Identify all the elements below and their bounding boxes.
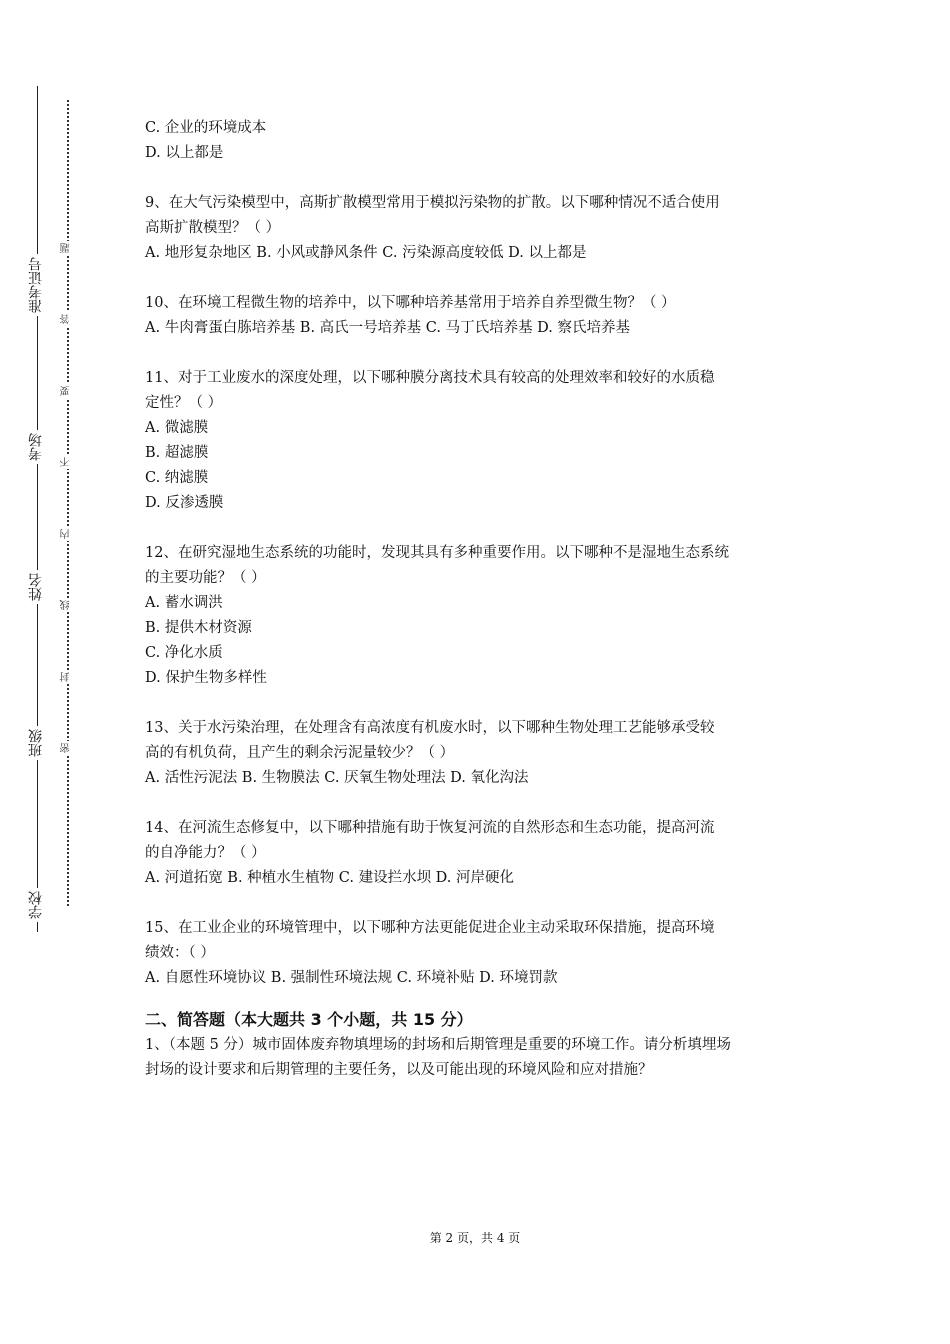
section-2-title: 二、简答题（本大题共 3 个小题，共 15 分） xyxy=(145,1010,473,1029)
option: A. 微滤膜 xyxy=(145,420,209,436)
question-12 xyxy=(145,541,815,691)
question-stem: 1、（本题 5 分）城市固体废弃物填埋场的封场和后期管理是重要的环境工作。请分析填埋场 xyxy=(145,1037,731,1053)
question-stem: 高的有机负荷，且产生的剩余污泥量较少？（ ） xyxy=(145,745,455,761)
seal-word: 答 xyxy=(58,312,76,326)
question-10 xyxy=(145,291,815,341)
exam-id-label: 准考证号 xyxy=(24,254,48,316)
seal-word: 不 xyxy=(58,455,76,469)
question-stem: 定性？（ ） xyxy=(145,395,223,411)
option: B. 提供木材资源 xyxy=(145,620,252,636)
question-stem: 绩效：（ ） xyxy=(145,945,215,961)
question-stem: 9、在大气污染模型中，高斯扩散模型常用于模拟污染物的扩散。以下哪种情况不适合使用 xyxy=(145,195,720,211)
question-stem: 14、在河流生态修复中，以下哪种措施有助于恢复河流的自然形态和生态功能，提高河流 xyxy=(145,820,715,836)
option: C. 纳滤膜 xyxy=(145,470,209,486)
question-14 xyxy=(145,816,815,891)
option: D. 反渗透膜 xyxy=(145,495,224,511)
option: C. 净化水质 xyxy=(145,645,223,661)
seal-word: 封 xyxy=(58,670,76,684)
question-9 xyxy=(145,191,815,266)
option: D. 保护生物多样性 xyxy=(145,670,267,686)
binding-margin xyxy=(0,0,100,1344)
question-stem: 12、在研究湿地生态系统的功能时，发现其具有多种重要作用。以下哪种不是湿地生态系统 xyxy=(145,545,729,561)
question-stem: 高斯扩散模型？（ ） xyxy=(145,220,281,236)
question-stem: 13、关于水污染治理，在处理含有高浓度有机废水时，以下哪种生物处理工艺能够承受较 xyxy=(145,720,715,736)
question-8-tail xyxy=(145,116,815,166)
question-stem: 封场的设计要求和后期管理的主要任务，以及可能出现的环境风险和应对措施？ xyxy=(145,1062,653,1078)
option: A. 活性污泥法 B. 生物膜法 C. 厌氧生物处理法 D. 氧化沟法 xyxy=(145,770,529,786)
option: C. 企业的环境成本 xyxy=(145,120,267,136)
short-answer-question-1 xyxy=(145,1033,815,1083)
seal-dotted-line xyxy=(67,100,69,906)
school-label: 学校 xyxy=(24,888,48,922)
option: A. 河道拓宽 B. 种植水生植物 C. 建设拦水坝 D. 河岸硬化 xyxy=(145,870,515,886)
question-stem: 10、在环境工程微生物的培养中，以下哪种培养基常用于培养自养型微生物？（ ） xyxy=(145,295,676,311)
question-stem: 11、对于工业废水的深度处理，以下哪种膜分离技术具有较高的处理效率和较好的水质稳 xyxy=(145,370,715,386)
question-stem: 15、在工业企业的环境管理中，以下哪种方法更能促进企业主动采取环保措施，提高环境 xyxy=(145,920,715,936)
student-name-label: 姓名 xyxy=(24,570,48,604)
seal-word: 内 xyxy=(58,527,76,541)
option: B. 超滤膜 xyxy=(145,445,209,461)
seal-word: 要 xyxy=(58,384,76,398)
page-number: 第 2 页，共 4 页 xyxy=(429,1231,521,1245)
question-11 xyxy=(145,366,815,516)
seal-word: 题 xyxy=(58,241,76,255)
option: A. 自愿性环境协议 B. 强制性环境法规 C. 环境补贴 D. 环境罚款 xyxy=(145,970,558,986)
option: A. 牛肉膏蛋白胨培养基 B. 高氏一号培养基 C. 马丁氏培养基 D. 察氏培养基 xyxy=(145,320,631,336)
binding-solid-line xyxy=(37,86,38,932)
seal-word: 密 xyxy=(58,741,76,755)
seal-word: 线 xyxy=(58,598,76,612)
class-label: 班级 xyxy=(24,726,48,760)
option: A. 地形复杂地区 B. 小风或静风条件 C. 污染源高度较低 D. 以上都是 xyxy=(145,245,587,261)
exam-content xyxy=(145,116,815,1083)
exam-room-label: 考场 xyxy=(24,430,48,464)
question-15 xyxy=(145,916,815,991)
question-stem: 的主要功能？（ ） xyxy=(145,570,266,586)
question-stem: 的自净能力？（ ） xyxy=(145,845,266,861)
option: A. 蓄水调洪 xyxy=(145,595,223,611)
option: D. 以上都是 xyxy=(145,145,224,161)
question-13 xyxy=(145,716,815,791)
